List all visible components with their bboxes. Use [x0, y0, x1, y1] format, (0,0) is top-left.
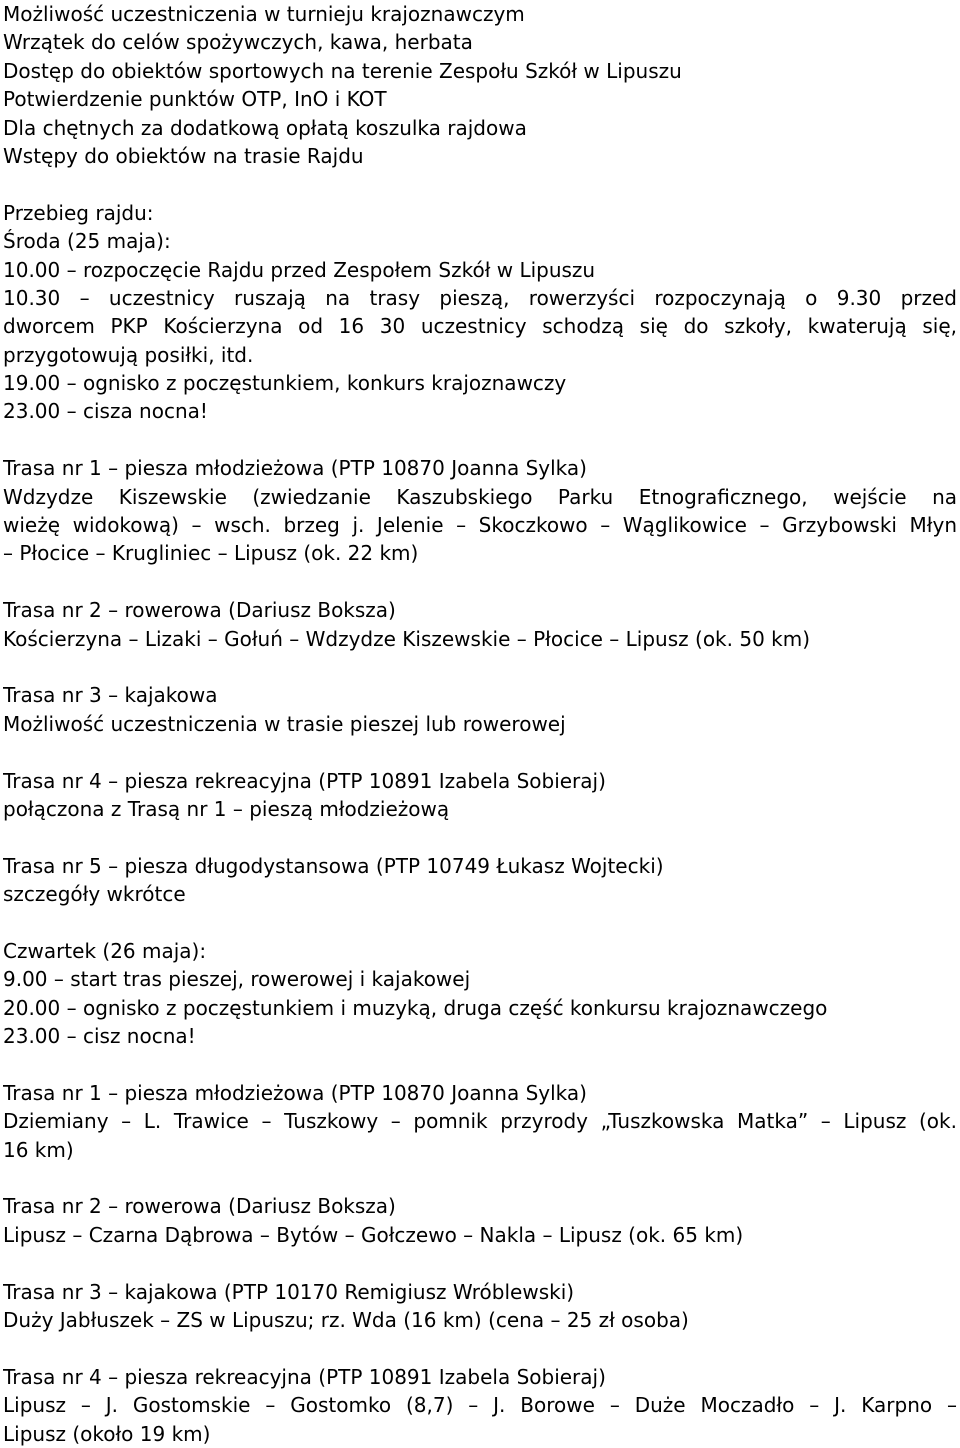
schedule-line: 10.00 – rozpoczęcie Rajdu przed Zespołem Szkół w Lipuszu [3, 257, 596, 282]
schedule-line: 23.00 – cisza nocna! [3, 399, 208, 424]
route-description: połączona z Trasą nr 1 – pieszą młodzieżową [3, 796, 450, 821]
intro-line: Wstępy do obiektów na trasie Rajdu [3, 143, 364, 168]
route-description: Możliwość uczestniczenia w trasie pieszej lub rowerowej [3, 711, 566, 736]
route-title: Trasa nr 2 – rowerowa (Dariusz Boksza) [3, 1194, 396, 1219]
route-description: – Płocice – Krugliniec – Lipusz (ok. 22 km) [3, 541, 419, 566]
route-title: Trasa nr 5 – piesza długodystansowa (PTP 10749 Łukasz Wojtecki) [3, 853, 664, 878]
route-title: Trasa nr 2 – rowerowa (Dariusz Boksza) [3, 598, 396, 623]
intro-line: Potwierdzenie punktów OTP, InO i KOT [3, 87, 387, 112]
route-title: Trasa nr 3 – kajakowa [3, 683, 218, 708]
program-heading: Przebieg rajdu: [3, 200, 154, 225]
intro-list [3, 0, 957, 170]
intro-line: Wrzątek do celów spożywczych, kawa, herbata [3, 30, 473, 55]
route-description: wieżę widokową) – wsch. brzeg j. Jelenie – Skoczkowo – Wąglikowice – Grzybowski Młyn [3, 513, 957, 538]
route-description: szczegóły wkrótce [3, 882, 186, 907]
route-block [3, 1363, 957, 1448]
day-2-section [3, 937, 957, 1448]
route-description: Lipusz – J. Gostomskie – Gostomko (8,7) – J. Borowe – Duże Moczadło – J. Karpno – [3, 1393, 957, 1418]
route-block [3, 852, 957, 909]
route-description: Kościerzyna – Lizaki – Gołuń – Wdzydze Kiszewskie – Płocice – Lipusz (ok. 50 km) [3, 626, 811, 651]
schedule-line: 9.00 – start tras pieszej, rowerowej i kajakowej [3, 967, 471, 992]
route-block [3, 1278, 957, 1335]
route-title: Trasa nr 3 – kajakowa (PTP 10170 Remigiusz Wróblewski) [3, 1279, 575, 1304]
schedule-line: 20.00 – ognisko z poczęstunkiem i muzyką, druga część konkursu krajoznawczego [3, 995, 828, 1020]
day-heading: Środa (25 maja): [3, 229, 171, 254]
route-title: Trasa nr 4 – piesza rekreacyjna (PTP 10891 Izabela Sobieraj) [3, 1364, 606, 1389]
schedule-line: 10.30 – uczestnicy ruszają na trasy pieszą, rowerzyści rozpoczynają o 9.30 przed [3, 285, 957, 310]
day-1-section [3, 227, 957, 908]
route-description: Dziemiany – L. Trawice – Tuszkowy – pomnik przyrody „Tuszkowska Matka” – Lipusz (ok. [3, 1109, 957, 1134]
schedule-line: 19.00 – ognisko z poczęstunkiem, konkurs krajoznawczy [3, 371, 567, 396]
intro-line: Dostęp do obiektów sportowych na terenie Zespołu Szkół w Lipuszu [3, 58, 682, 83]
route-description: Duży Jabłuszek – ZS w Lipuszu; rz. Wda (16 km) (cena – 25 zł osoba) [3, 1307, 689, 1332]
schedule-line: 23.00 – cisz nocna! [3, 1024, 196, 1049]
route-title: Trasa nr 1 – piesza młodzieżowa (PTP 10870 Joanna Sylka) [3, 456, 587, 481]
route-title: Trasa nr 1 – piesza młodzieżowa (PTP 10870 Joanna Sylka) [3, 1080, 587, 1105]
intro-line: Możliwość uczestniczenia w turnieju krajoznawczym [3, 2, 525, 26]
route-block [3, 454, 957, 568]
route-description: Lipusz – Czarna Dąbrowa – Bytów – Gołczewo – Nakla – Lipusz (ok. 65 km) [3, 1222, 744, 1247]
route-title: Trasa nr 4 – piesza rekreacyjna (PTP 10891 Izabela Sobieraj) [3, 768, 606, 793]
intro-line: Dla chętnych za dodatkową opłatą koszulka rajdowa [3, 115, 527, 140]
route-block [3, 681, 957, 738]
day-heading: Czwartek (26 maja): [3, 938, 207, 963]
route-block [3, 767, 957, 824]
route-description: 16 km) [3, 1137, 74, 1162]
route-description: Wdzydze Kiszewskie (zwiedzanie Kaszubskiego Parku Etnograficznego, wejście na [3, 484, 957, 509]
route-block [3, 596, 957, 653]
schedule-line: dworcem PKP Kościerzyna od 16 30 uczestnicy schodzą się do szkoły, kwaterują się, [3, 314, 957, 339]
schedule-line: przygotowują posiłki, itd. [3, 342, 254, 367]
route-block [3, 1192, 957, 1249]
route-block [3, 1079, 957, 1164]
route-description: Lipusz (około 19 km) [3, 1421, 211, 1446]
